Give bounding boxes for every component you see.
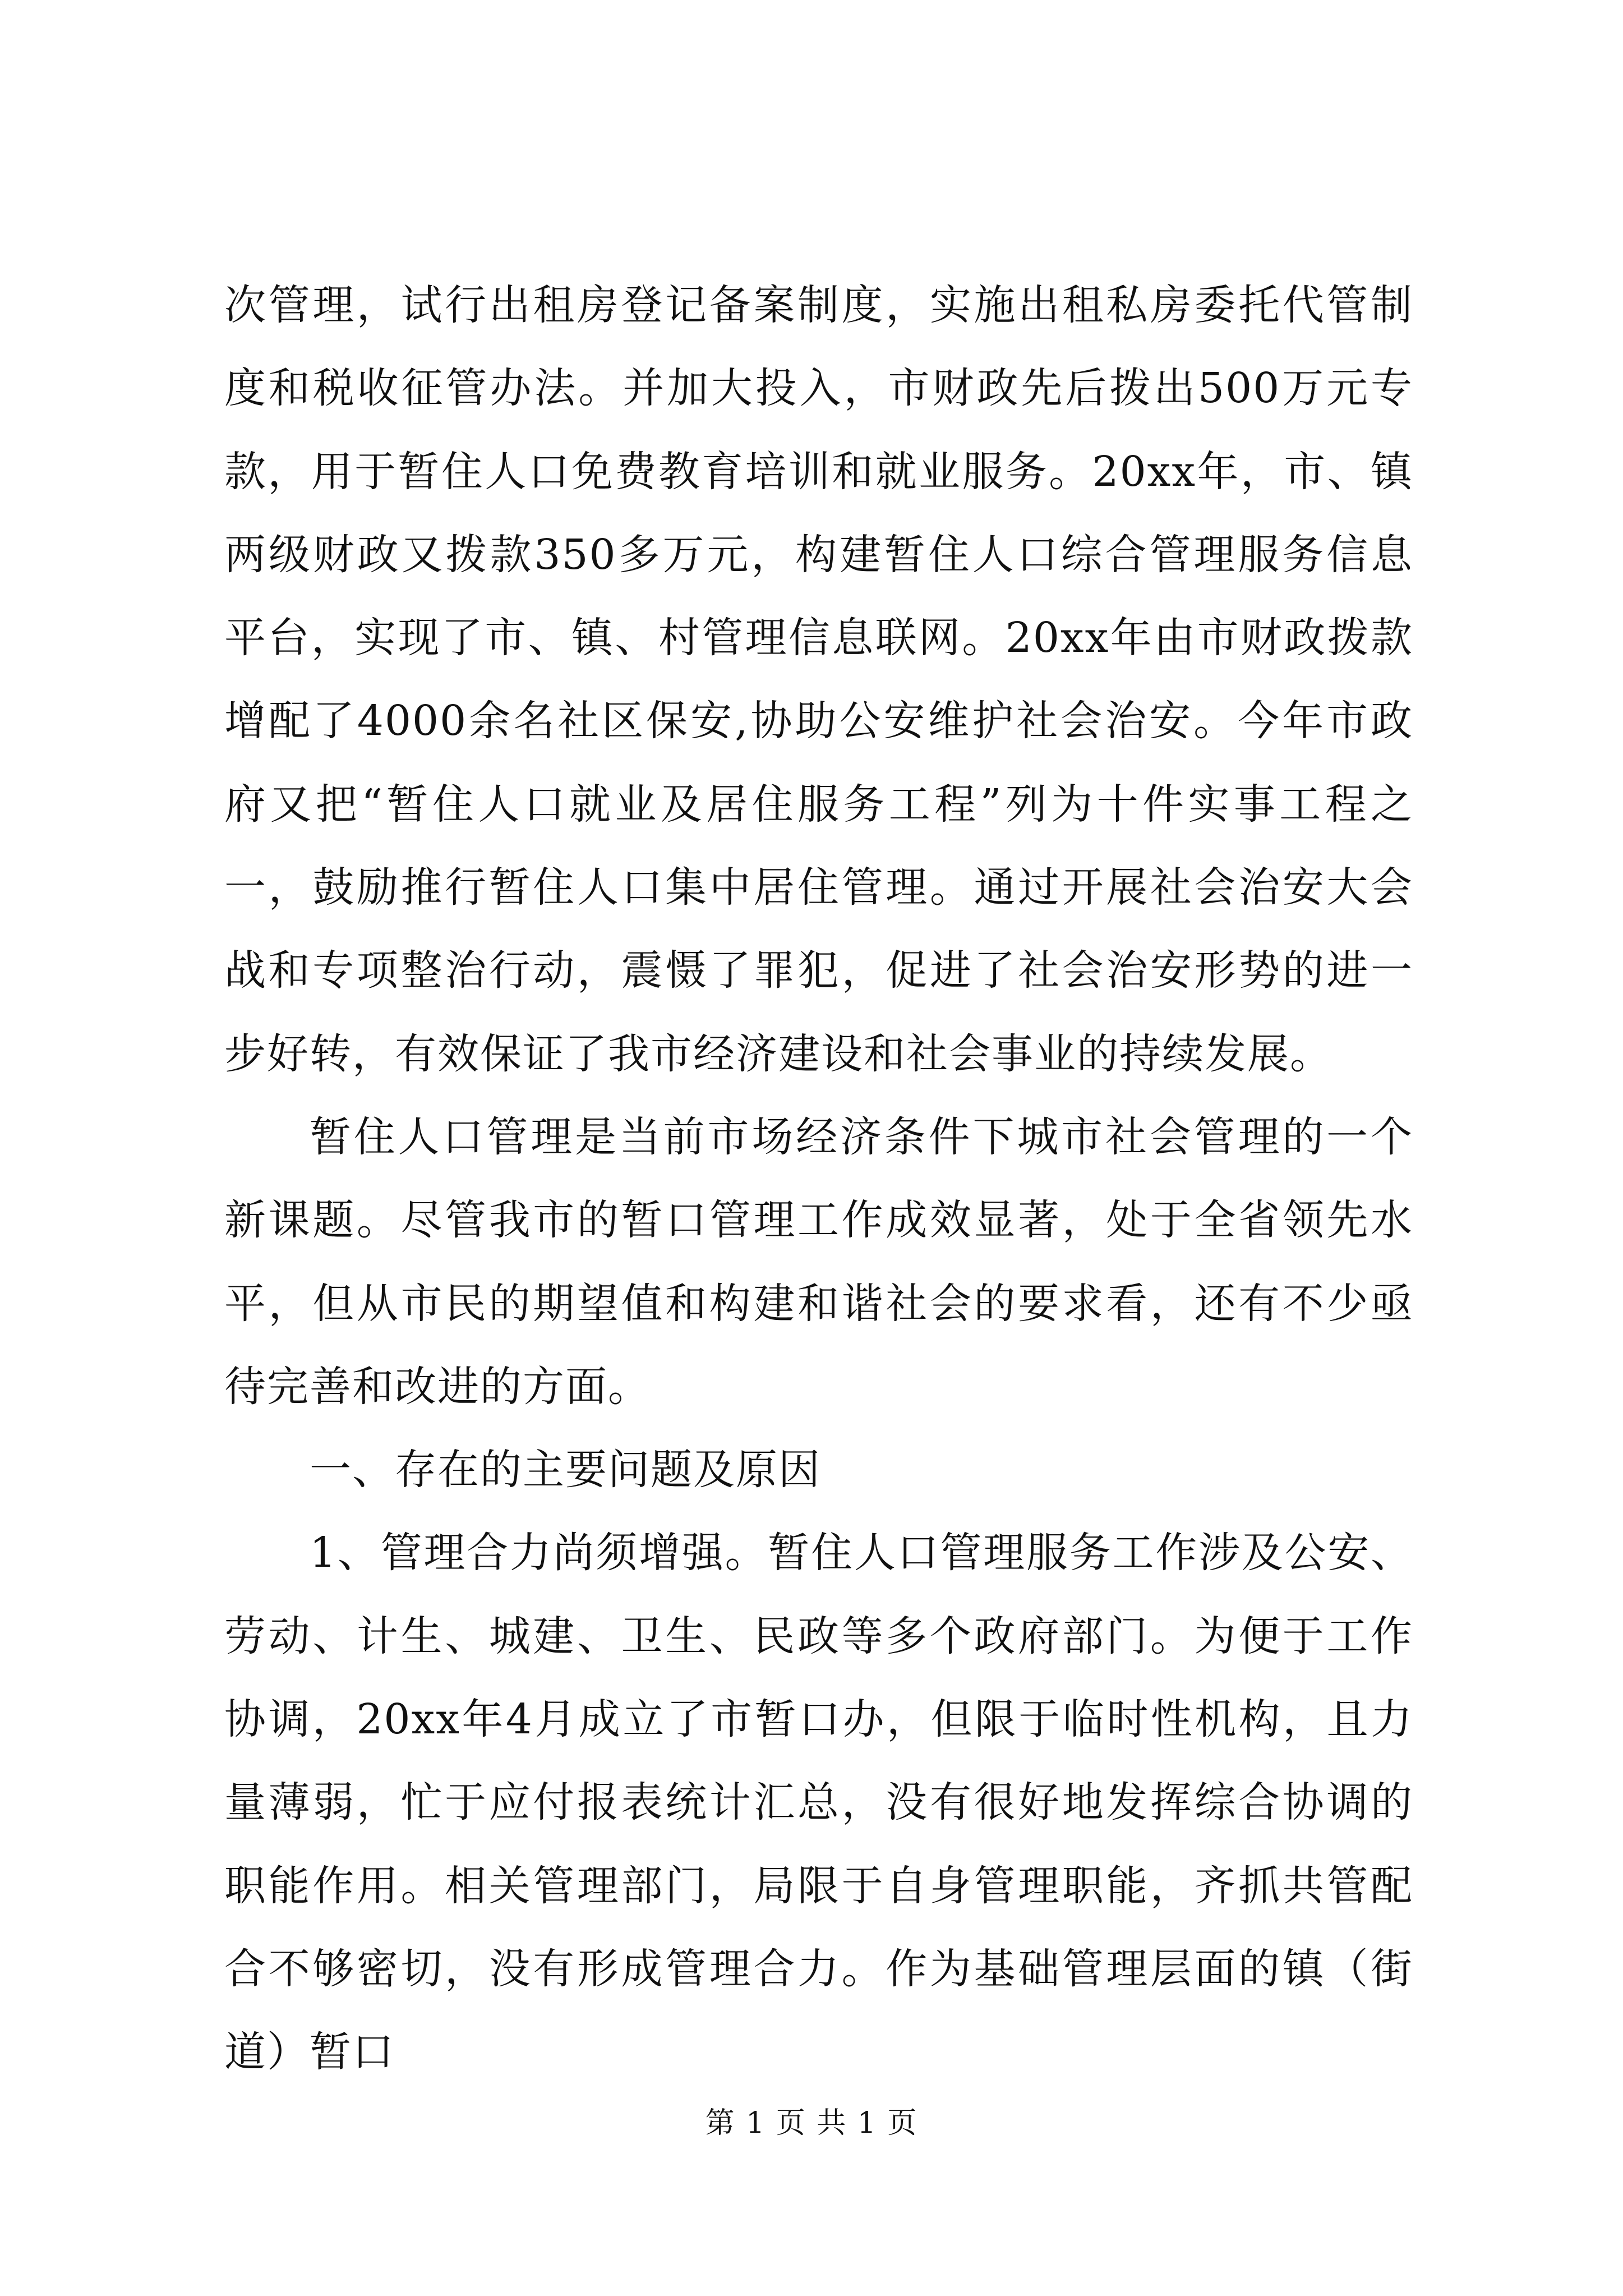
paragraph-point-1: 1、管理合力尚须增强。暂住人口管理服务工作涉及公安、劳动、计生、城建、卫生、民政等多个政府部门。为便于工作协调，20xx年4月成立了市暂口办，但限于临时性机构，且力量薄弱，忙于应付报表统计汇总，没有很好地发挥综合协调的职能作用。相关管理部门，局限于自身管理职能，齐抓共管配合不够密切，没有形成管理合力。作为基础管理层面的镇（街道）暂口 — [224, 1529, 1413, 2077]
paragraph-continuation: 次管理，试行出租房登记备案制度，实施出租私房委托代管制度和税收征管办法。并加大投入，市财政先后拨出500万元专款，用于暂住人口免费教育培训和就业服务。20xx年，市、镇两级财政又拨款350多万元，构建暂住人口综合管理服务信息平台，实现了市、镇、村管理信息联网。20xx年由市财政拨款增配了4000余名社区保安,协助公安维护社会治安。今年市政府又把“暂住人口就业及居住服务工程”列为十件实事工程之一，鼓励推行暂住人口集中居住管理。通过开展社会治安大会战和专项整治行动，震慑了罪犯，促进了社会治安形势的进一步好转，有效保证了我市经济建设和社会事业的持续发展。 — [224, 281, 1413, 1078]
paragraph-new-topic: 暂住人口管理是当前市场经济条件下城市社会管理的一个新课题。尽管我市的暂口管理工作成效显著，处于全省领先水平，但从市民的期望值和构建和谐社会的要求看，还有不少亟待完善和改进的方面。 — [224, 1112, 1413, 1411]
document-body — [224, 264, 1413, 2094]
section-heading: 一、存在的主要问题及原因 — [310, 1446, 821, 1494]
page-footer: 第 1 页 共 1 页 — [705, 2106, 918, 2140]
